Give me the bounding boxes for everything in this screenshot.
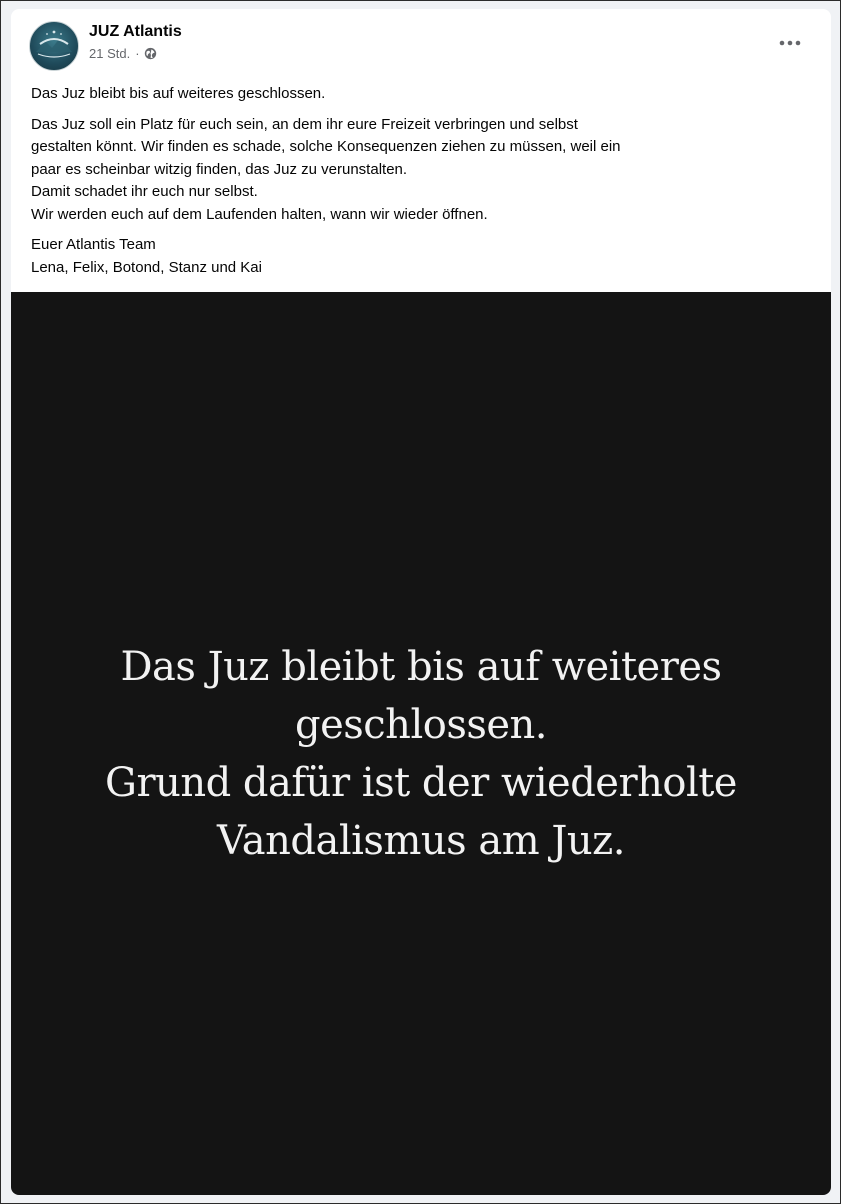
post-paragraph: Euer Atlantis Team Lena, Felix, Botond, Stanz und Kai [31, 236, 262, 276]
post-meta [89, 46, 157, 61]
post-card [11, 9, 831, 1195]
post-image-text: Das Juz bleibt bis auf weiteres geschlossen. Grund dafür ist der wiederholte Vandalismus am Juz. [105, 644, 737, 864]
meta-separator: · [135, 46, 140, 61]
post-paragraph: Das Juz bleibt bis auf weiteres geschlossen. [31, 85, 326, 102]
globe-icon[interactable] [144, 47, 157, 60]
juz-atlantis-logo-icon [30, 22, 78, 70]
page-name[interactable]: JUZ Atlantis [89, 23, 182, 40]
post-header [11, 9, 831, 79]
more-options-icon [779, 40, 801, 46]
post-image[interactable] [11, 292, 831, 1195]
post-paragraph: Das Juz soll ein Platz für euch sein, an dem ihr eure Freizeit verbringen und selbst gestalten könnt. Wir finden es schade, solche Konsequenzen ziehen zu müssen, weil ein paar es scheinbar witzig finden, das Juz zu verunstalten. Damit schadet ihr euch nur selbst. Wir werden euch auf dem Laufenden halten, wann wir wieder öffnen. [31, 115, 621, 223]
more-options-button[interactable] [775, 31, 805, 55]
post-time[interactable]: 21 Std. [89, 46, 131, 61]
post-text [31, 83, 821, 287]
page-avatar[interactable] [29, 21, 79, 71]
